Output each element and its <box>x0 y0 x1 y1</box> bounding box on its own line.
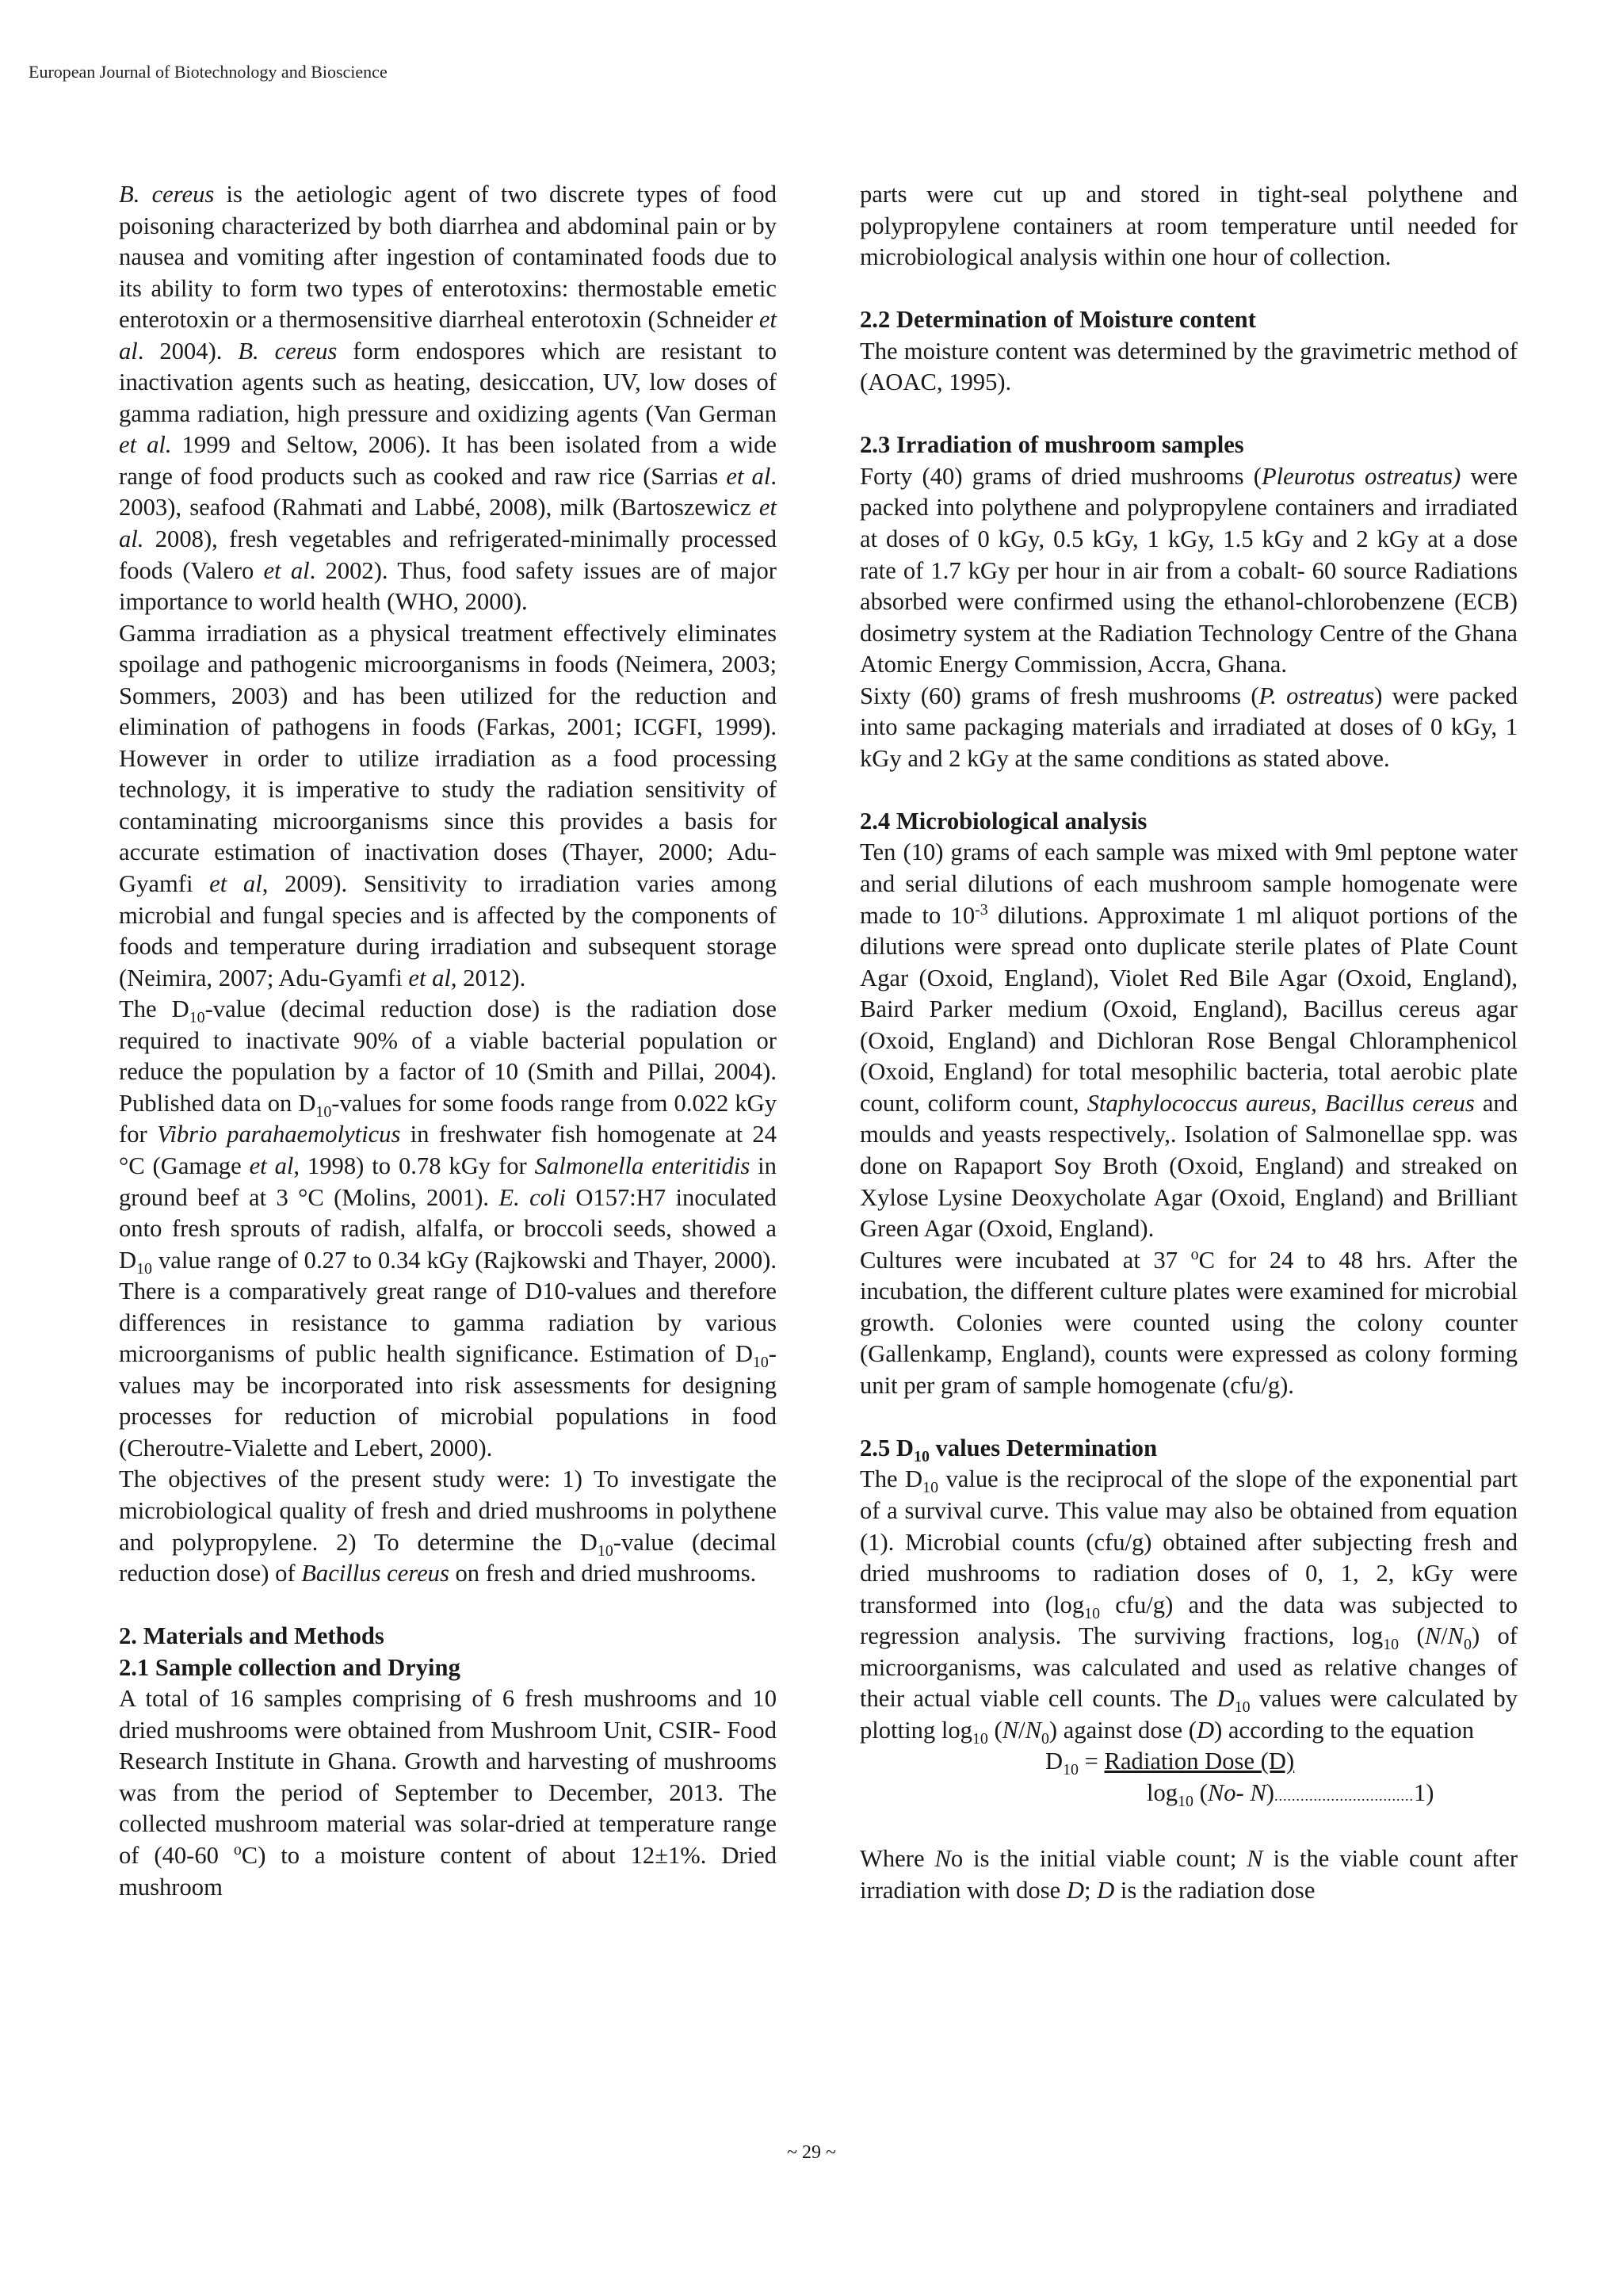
italic-text: N <box>934 1844 951 1872</box>
italic-text: N <box>1002 1716 1019 1744</box>
text-run: ; <box>1083 1876 1098 1904</box>
text-run: C for 24 to 48 hrs. After the incubation, the different culture plates were examined for microbial growth. Colonies were counted using the colony counter (Gallenkamp, England), counts were expressed as colony forming unit per gram of sample homogenate (cfu/g). <box>860 1246 1518 1399</box>
italic-text: D <box>1196 1716 1215 1744</box>
text-run: ( <box>987 1716 1002 1744</box>
subscript-text: 10 <box>597 1541 613 1560</box>
text-run: ) according to the equation <box>1214 1716 1474 1744</box>
text-run: O157:H7 inoculated onto fresh sprouts of radish, alfalfa, or broccoli seeds, showed a D <box>119 1183 777 1274</box>
text-run: Cultures were incubated at 37 <box>860 1246 1191 1274</box>
subscript-text: 10 <box>1234 1698 1251 1717</box>
italic-text: et al. <box>119 494 777 553</box>
text-run: is the viable count after irradiation with dose <box>860 1844 1518 1904</box>
text-run: C) to a moisture content of about 12±1%. Dried mushroom <box>119 1841 777 1901</box>
italic-text: D <box>1066 1876 1084 1904</box>
text-run: / <box>1018 1716 1025 1744</box>
paragraph-sample-collection <box>119 1683 777 1903</box>
text-run: D <box>1045 1748 1064 1775</box>
subscript-text: 10 <box>315 1102 332 1121</box>
right-column <box>860 179 1518 1906</box>
subscript-text: 10 <box>922 1479 938 1497</box>
text-run: Where <box>860 1844 935 1872</box>
paragraph-microbiological-analysis <box>860 837 1518 1244</box>
italic-text: B. cereus <box>238 337 338 365</box>
text-run: log <box>1147 1778 1178 1806</box>
equation-leader-dots: ................................ <box>1274 1787 1414 1804</box>
subscript-text: 10 <box>1383 1636 1400 1654</box>
italic-text: P. ostreatus <box>1258 682 1375 709</box>
equation-d10 <box>860 1746 1518 1812</box>
text-run: The D <box>119 995 189 1023</box>
text-run: -value (decimal reduction dose) of <box>119 1528 777 1587</box>
spacer <box>119 1590 777 1622</box>
spacer <box>860 1401 1518 1433</box>
text-run: cfu/g) and the data was subjected to regression analysis. The surviving fractions, log <box>860 1591 1518 1650</box>
spacer <box>860 273 1518 305</box>
text-run: = <box>1078 1748 1105 1775</box>
text-run: 1999 and Seltow, 2006). It has been isolated from a wide range of food products such as cooked and raw rice (Sarrias <box>119 431 777 490</box>
italic-text: et al <box>249 1152 294 1179</box>
left-column <box>119 179 777 1903</box>
italic-text: Vibrio parahaemolyticus <box>156 1121 401 1148</box>
text-run: values Determination <box>929 1434 1158 1461</box>
text-run: , 2012). <box>450 964 526 991</box>
italic-text: Salmonella enteritidis <box>534 1152 750 1179</box>
subscript-text: 10 <box>189 1009 205 1027</box>
section-heading-materials-methods: 2. Materials and Methods <box>119 1622 384 1650</box>
equation-number: 1) <box>1413 1778 1434 1806</box>
text-run: ( <box>1399 1622 1425 1650</box>
paragraph-objectives <box>119 1464 777 1589</box>
paragraph-incubation <box>860 1245 1518 1402</box>
text-run: ) of microorganisms, was calculated and used as relative changes of their actual viable cell counts. The <box>860 1622 1518 1713</box>
paragraph-gamma-irradiation <box>119 618 777 995</box>
italic-text: N <box>1025 1716 1041 1744</box>
text-run: A total of 16 samples comprising of 6 fresh mushrooms and 10 dried mushrooms were obtained from Mushroom Unit, CSIR- Food Research Institute in Ghana. Growth and harvesting of mushrooms was from the period of September to December, 2013. The collected mushroom material was solar-dried at temperature range of (40-60 <box>119 1685 777 1869</box>
italic-text: et al <box>408 964 451 991</box>
text-run: Sixty (60) grams of fresh mushrooms ( <box>860 682 1259 709</box>
paragraph-d10-value <box>119 994 777 1464</box>
subscript-text: 10 <box>914 1447 930 1465</box>
italic-text: No <box>1207 1778 1236 1806</box>
italic-text: et al. <box>119 431 172 459</box>
spacer <box>860 774 1518 806</box>
equation-line-1 <box>860 1746 1518 1778</box>
text-run: The objectives of the present study were: 1) To investigate the microbiological quality of fresh and dried mushrooms in polythene and polypropylene. 2) To determine the D <box>119 1465 777 1556</box>
text-run: value is the reciprocal of the slope of the exponential part of a survival curve. This value may also be obtained from equation (1). Microbial counts (cfu/g) obtained after subjecting fresh and dried mushrooms to radiation doses of 0, 1, 2, kGy were transformed into (log <box>860 1465 1518 1618</box>
text-run: parts were cut up and stored in tight-seal polythene and polypropylene containers at room temperature until needed for microbiological analysis within one hour of collection. <box>860 181 1518 271</box>
text-run: were packed into polythene and polypropylene containers and irradiated at doses of 0 kGy, 0.5 kGy, 1 kGy, 1.5 kGy and 2 kGy at a dose rate of 1.7 kGy per hour in air from a cobalt- 60 source Radiations absorbed were confirmed using the ethanol-chlorobenzene (ECB) dosimetry system at the Radiation Technology Centre of the Ghana Atomic Energy Commission, Accra, Ghana. <box>860 462 1518 678</box>
text-run: , 2009). Sensitivity to irradiation varies among microbial and fungal species and is affected by the components of foods and temperature during irradiation and subsequent storage (Neimira, 2007; Adu-Gyamfi <box>119 870 777 991</box>
paragraph-bcereus-intro <box>119 179 777 618</box>
text-run: ) against dose ( <box>1048 1716 1197 1744</box>
italic-text: N <box>1424 1622 1442 1650</box>
text-run: 2.5 D <box>860 1434 914 1461</box>
paragraph-irradiation-fresh <box>860 681 1518 775</box>
italic-text: E. coli <box>498 1183 566 1211</box>
subscript-text: 0 <box>1464 1636 1472 1654</box>
subscript-text: 10 <box>972 1729 988 1748</box>
spacer <box>860 1812 1518 1843</box>
text-run: value range of 0.27 to 0.34 kGy (Rajkowski and Thayer, 2000). There is a comparatively great range of D10-values and therefore differences in resistance to gamma radiation by various microorganisms of public health significance. Estimation of D <box>119 1246 777 1368</box>
text-run: on fresh and dried mushrooms. <box>449 1560 757 1587</box>
text-run: ( <box>1193 1778 1208 1806</box>
text-run: form endospores which are resistant to inactivation agents such as heating, desiccation, UV, low doses of gamma radiation, high pressure and oxidizing agents (Van German <box>119 337 777 427</box>
text-run: ) <box>1266 1778 1274 1806</box>
italic-text: N <box>1250 1778 1266 1806</box>
equation-lhs <box>1045 1748 1105 1779</box>
text-run: Forty (40) grams of dried mushrooms ( <box>860 462 1262 490</box>
subscript-text: 10 <box>1084 1604 1101 1622</box>
paragraph-where <box>860 1843 1518 1906</box>
italic-text: N <box>1447 1622 1464 1650</box>
text-run: - <box>1235 1778 1251 1806</box>
text-run: Gamma irradiation as a physical treatment effectively eliminates spoilage and pathogenic microorganisms in foods (Neimera, 2003; Sommers, 2003) and has been utilized for the reduction and elimination of pathogens in foods (Farkas, 2001; ICGFI, 1999). However in order to utilize irradiation as a food processing technology, it is imperative to study the radiation sensitivity of contaminating microorganisms since this provides a basis for accurate estimation of inactivation doses (Thayer, 2000; Adu-Gyamfi <box>119 619 777 898</box>
subscript-text: 10 <box>136 1259 152 1278</box>
equation-line-2 <box>860 1778 1518 1813</box>
text-run: -values for some foods range from 0.022 kGy for <box>119 1089 777 1148</box>
text-run: . 2004). <box>137 337 239 365</box>
subscript-text: 10 <box>1063 1761 1079 1779</box>
italic-text: D <box>1097 1876 1115 1904</box>
text-run: values were calculated by plotting log <box>860 1685 1518 1744</box>
superscript-text: o <box>233 1840 242 1859</box>
subsection-heading-moisture: 2.2 Determination of Moisture content <box>860 306 1256 334</box>
page-number: ~ 29 ~ <box>787 2142 836 2163</box>
subscript-text: 0 <box>1041 1729 1049 1748</box>
subscript-text: 10 <box>752 1354 769 1372</box>
text-run: , 1998) to 0.78 kGy for <box>293 1152 535 1179</box>
italic-text: et al <box>119 306 777 365</box>
italic-text: et al <box>726 462 771 490</box>
text-run: and moulds and yeasts respectively,. Isolation of Salmonellae spp. was done on Rapaport Soy Broth (Oxoid, England) and streaked on Xylose Lysine Deoxycholate Agar (Oxoid, England) and Brilliant Green Agar (Oxoid, England). <box>860 1089 1518 1243</box>
text-run: dilutions. Approximate 1 ml aliquot portions of the dilutions were spread onto duplicate sterile plates of Plate Count Agar (Oxoid, England), Violet Red Bile Agar (Oxoid, England), Baird Parker medium (Oxoid, England), Bacillus cereus agar (Oxoid, England) and Dichloran Rose Bengal Chloramphenicol (Oxoid, England) for total mesophilic bacteria, total aerobic plate count, coliform count, <box>860 901 1518 1117</box>
text-run: in freshwater fish homogenate at 24 °C (Gamage <box>119 1121 777 1179</box>
text-run: . 2003), seafood (Rahmati and Labbé, 2008), milk (Bartoszewicz <box>119 462 777 521</box>
italic-text: et al <box>263 556 310 584</box>
subscript-text: 10 <box>1178 1793 1193 1810</box>
superscript-text: o <box>1190 1245 1199 1263</box>
italic-text: et al <box>209 870 262 898</box>
paragraph-irradiation-dried <box>860 461 1518 681</box>
text-run: o is the initial viable count; <box>950 1844 1247 1872</box>
equation-denominator <box>1147 1778 1274 1810</box>
subsection-heading-irradiation: 2.3 Irradiation of mushroom samples <box>860 431 1244 459</box>
italic-text: Pleurotus ostreatus) <box>1261 462 1461 490</box>
superscript-text: -3 <box>975 900 988 919</box>
italic-text: B. cereus <box>119 181 215 208</box>
text-run: -value (decimal reduction dose) is the radiation dose required to inactivate 90% of a viable bacterial population or reduce the population by a factor of 10 (Smith and Pillai, 2004). Published data on D <box>119 995 777 1117</box>
spacer <box>860 399 1518 430</box>
paragraph-moisture <box>860 336 1518 399</box>
text-run: in ground beef at 3 °C (Molins, 2001). <box>119 1152 777 1211</box>
italic-text: Bacillus cereus <box>301 1560 449 1587</box>
text-run: The moisture content was determined by the gravimetric method of (AOAC, 1995). <box>860 337 1518 396</box>
text-run: 2008), fresh vegetables and refrigerated-minimally processed foods (Valero <box>119 525 777 584</box>
subsection-heading-microbiological: 2.4 Microbiological analysis <box>860 807 1148 835</box>
running-header: European Journal of Biotechnology and Bioscience <box>29 62 388 82</box>
paragraph-d10-determination <box>860 1464 1518 1746</box>
text-run: -values may be incorporated into risk assessments for designing processes for reduction of microbial populations in food (Cheroutre-Vialette and Lebert, 2000). <box>119 1340 777 1461</box>
text-run: . 2002). Thus, food safety issues are of major importance to world health (WHO, 2000). <box>119 556 777 616</box>
text-run: / <box>1441 1622 1448 1650</box>
text-run: is the aetiologic agent of two discrete types of food poisoning characterized by both diarrhea and abdominal pain or by nausea and vomiting after ingestion of contaminated foods due to its ability to form two types of enterotoxins: thermostable emetic enterotoxin or a thermosensitive diarrheal enterotoxin (Schneider <box>119 181 777 334</box>
text-run: The D <box>860 1465 923 1493</box>
paragraph-storage <box>860 179 1518 273</box>
equation-numerator: Radiation Dose (D) <box>1104 1748 1295 1775</box>
text-run: Ten (10) grams of each sample was mixed with 9ml peptone water and serial dilutions of each mushroom sample homogenate were made to 10 <box>860 839 1518 929</box>
italic-text: D <box>1216 1685 1235 1713</box>
italic-text: N <box>1247 1844 1263 1872</box>
italic-text: Staphylococcus aureus, Bacillus cereus <box>1086 1089 1475 1117</box>
subsection-heading-d10-determination <box>860 1433 1518 1465</box>
subsection-heading-sample-collection: 2.1 Sample collection and Drying <box>119 1653 460 1681</box>
text-run: ) were packed into same packaging materials and irradiated at doses of 0 kGy, 1 kGy and 2 kGy at the same conditions as stated above. <box>860 682 1518 772</box>
text-run: is the radiation dose <box>1114 1876 1316 1904</box>
